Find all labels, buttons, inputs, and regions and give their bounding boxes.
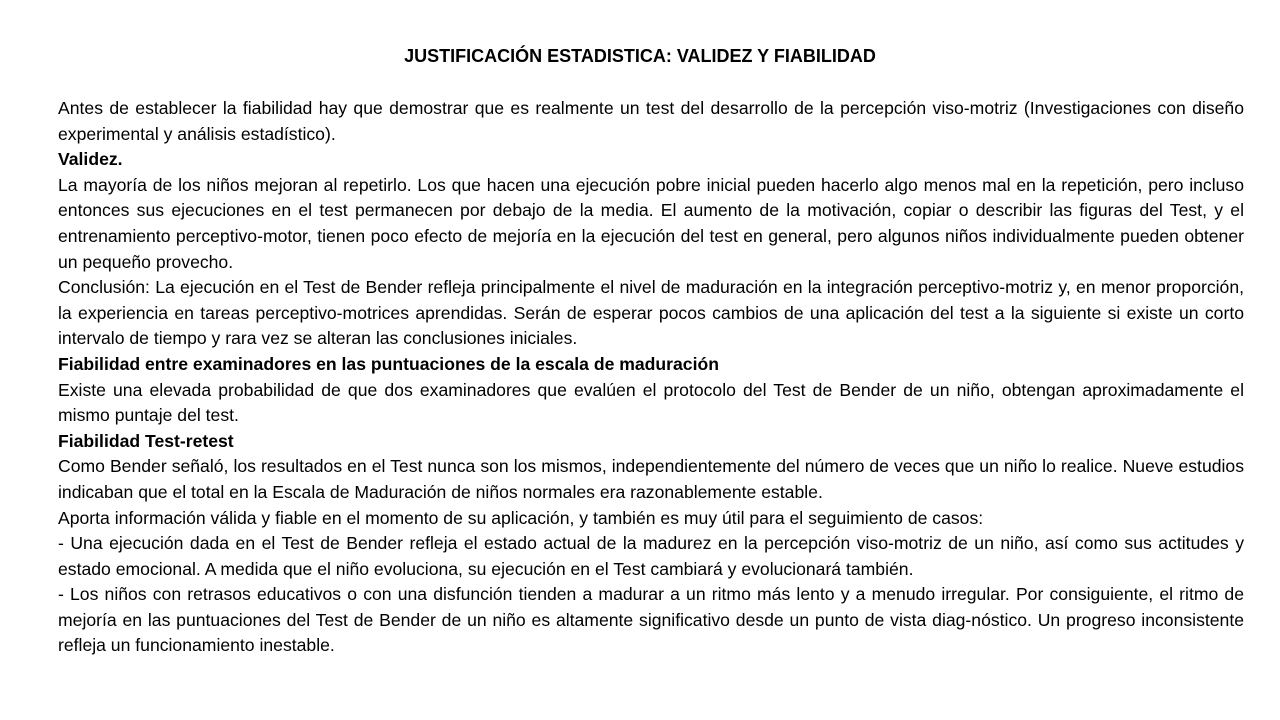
intro-paragraph: Antes de establecer la fiabilidad hay que demostrar que es realmente un test del desarrollo de la percepción viso-motriz (Investigaciones con diseño experimental y análisis estadístico). <box>58 98 1244 144</box>
validez-paragraph: La mayoría de los niños mejoran al repetirlo. Los que hacen una ejecución pobre inicial pueden hacerlo algo menos mal en la repetición, pero incluso entonces sus ejecuciones en el test permanecen por debajo de la media. El aumento de la motivación, copiar o describir las figuras del Test, y el entrenamiento perceptivo-motor, tienen poco efecto de mejoría en la ejecución del test en general, pero algunos niños individualmente pueden obtener un pequeño provecho. <box>58 174 1244 272</box>
retest-heading: Fiabilidad Test-retest <box>58 430 234 451</box>
retest-paragraph: Como Bender señaló, los resultados en el Test nunca son los mismos, independientemente del número de veces que un niño lo realice. Nueve estudios indicaban que el total en la Escala de Maduración de niños normales era razonablemente estable. <box>58 456 1244 502</box>
examinadores-paragraph: Existe una elevada probabilidad de que dos examinadores que evalúen el protocolo del Test de Bender de un niño, obtengan aproximadamente el mismo puntaje del test. <box>58 379 1244 426</box>
validez-heading: Validez. <box>58 149 123 170</box>
slide-title: JUSTIFICACIÓN ESTADISTICA: VALIDEZ Y FIABILIDAD <box>404 46 876 66</box>
examinadores-heading: Fiabilidad entre examinadores en las puntuaciones de la escala de maduración <box>58 353 719 374</box>
bullet-item-2: - Los niños con retrasos educativos o con una disfunción tienden a madurar a un ritmo más lento y a menudo irregular. Por consiguiente, el ritmo de mejoría en las puntuaciones del Test de Bender de un niño es altamente significativo desde un punto de vista diag-nóstico. Un progreso inconsistente refleja un funcionamiento inestable. <box>58 584 1244 656</box>
conclusion-paragraph: Conclusión: La ejecución en el Test de Bender refleja principalmente el nivel de maduración en la integración perceptivo-motriz y, en menor proporción, la experiencia en tareas perceptivo-motrices aprendidas. Serán de esperar pocos cambios de una aplicación del test a la siguiente si existe un corto intervalo de tiempo y rara vez se alteran las conclusiones iniciales. <box>58 277 1244 349</box>
slide-body <box>58 96 1244 659</box>
bullet-item-1: - Una ejecución dada en el Test de Bender refleja el estado actual de la madurez en la percepción viso-motriz de un niño, así como sus actitudes y estado emocional. A medida que el niño evoluciona, su ejecución en el Test cambiará y evolucionará también. <box>58 533 1244 579</box>
aporta-paragraph: Aporta información válida y fiable en el momento de su aplicación, y también es muy útil para el seguimiento de casos: <box>58 507 984 528</box>
